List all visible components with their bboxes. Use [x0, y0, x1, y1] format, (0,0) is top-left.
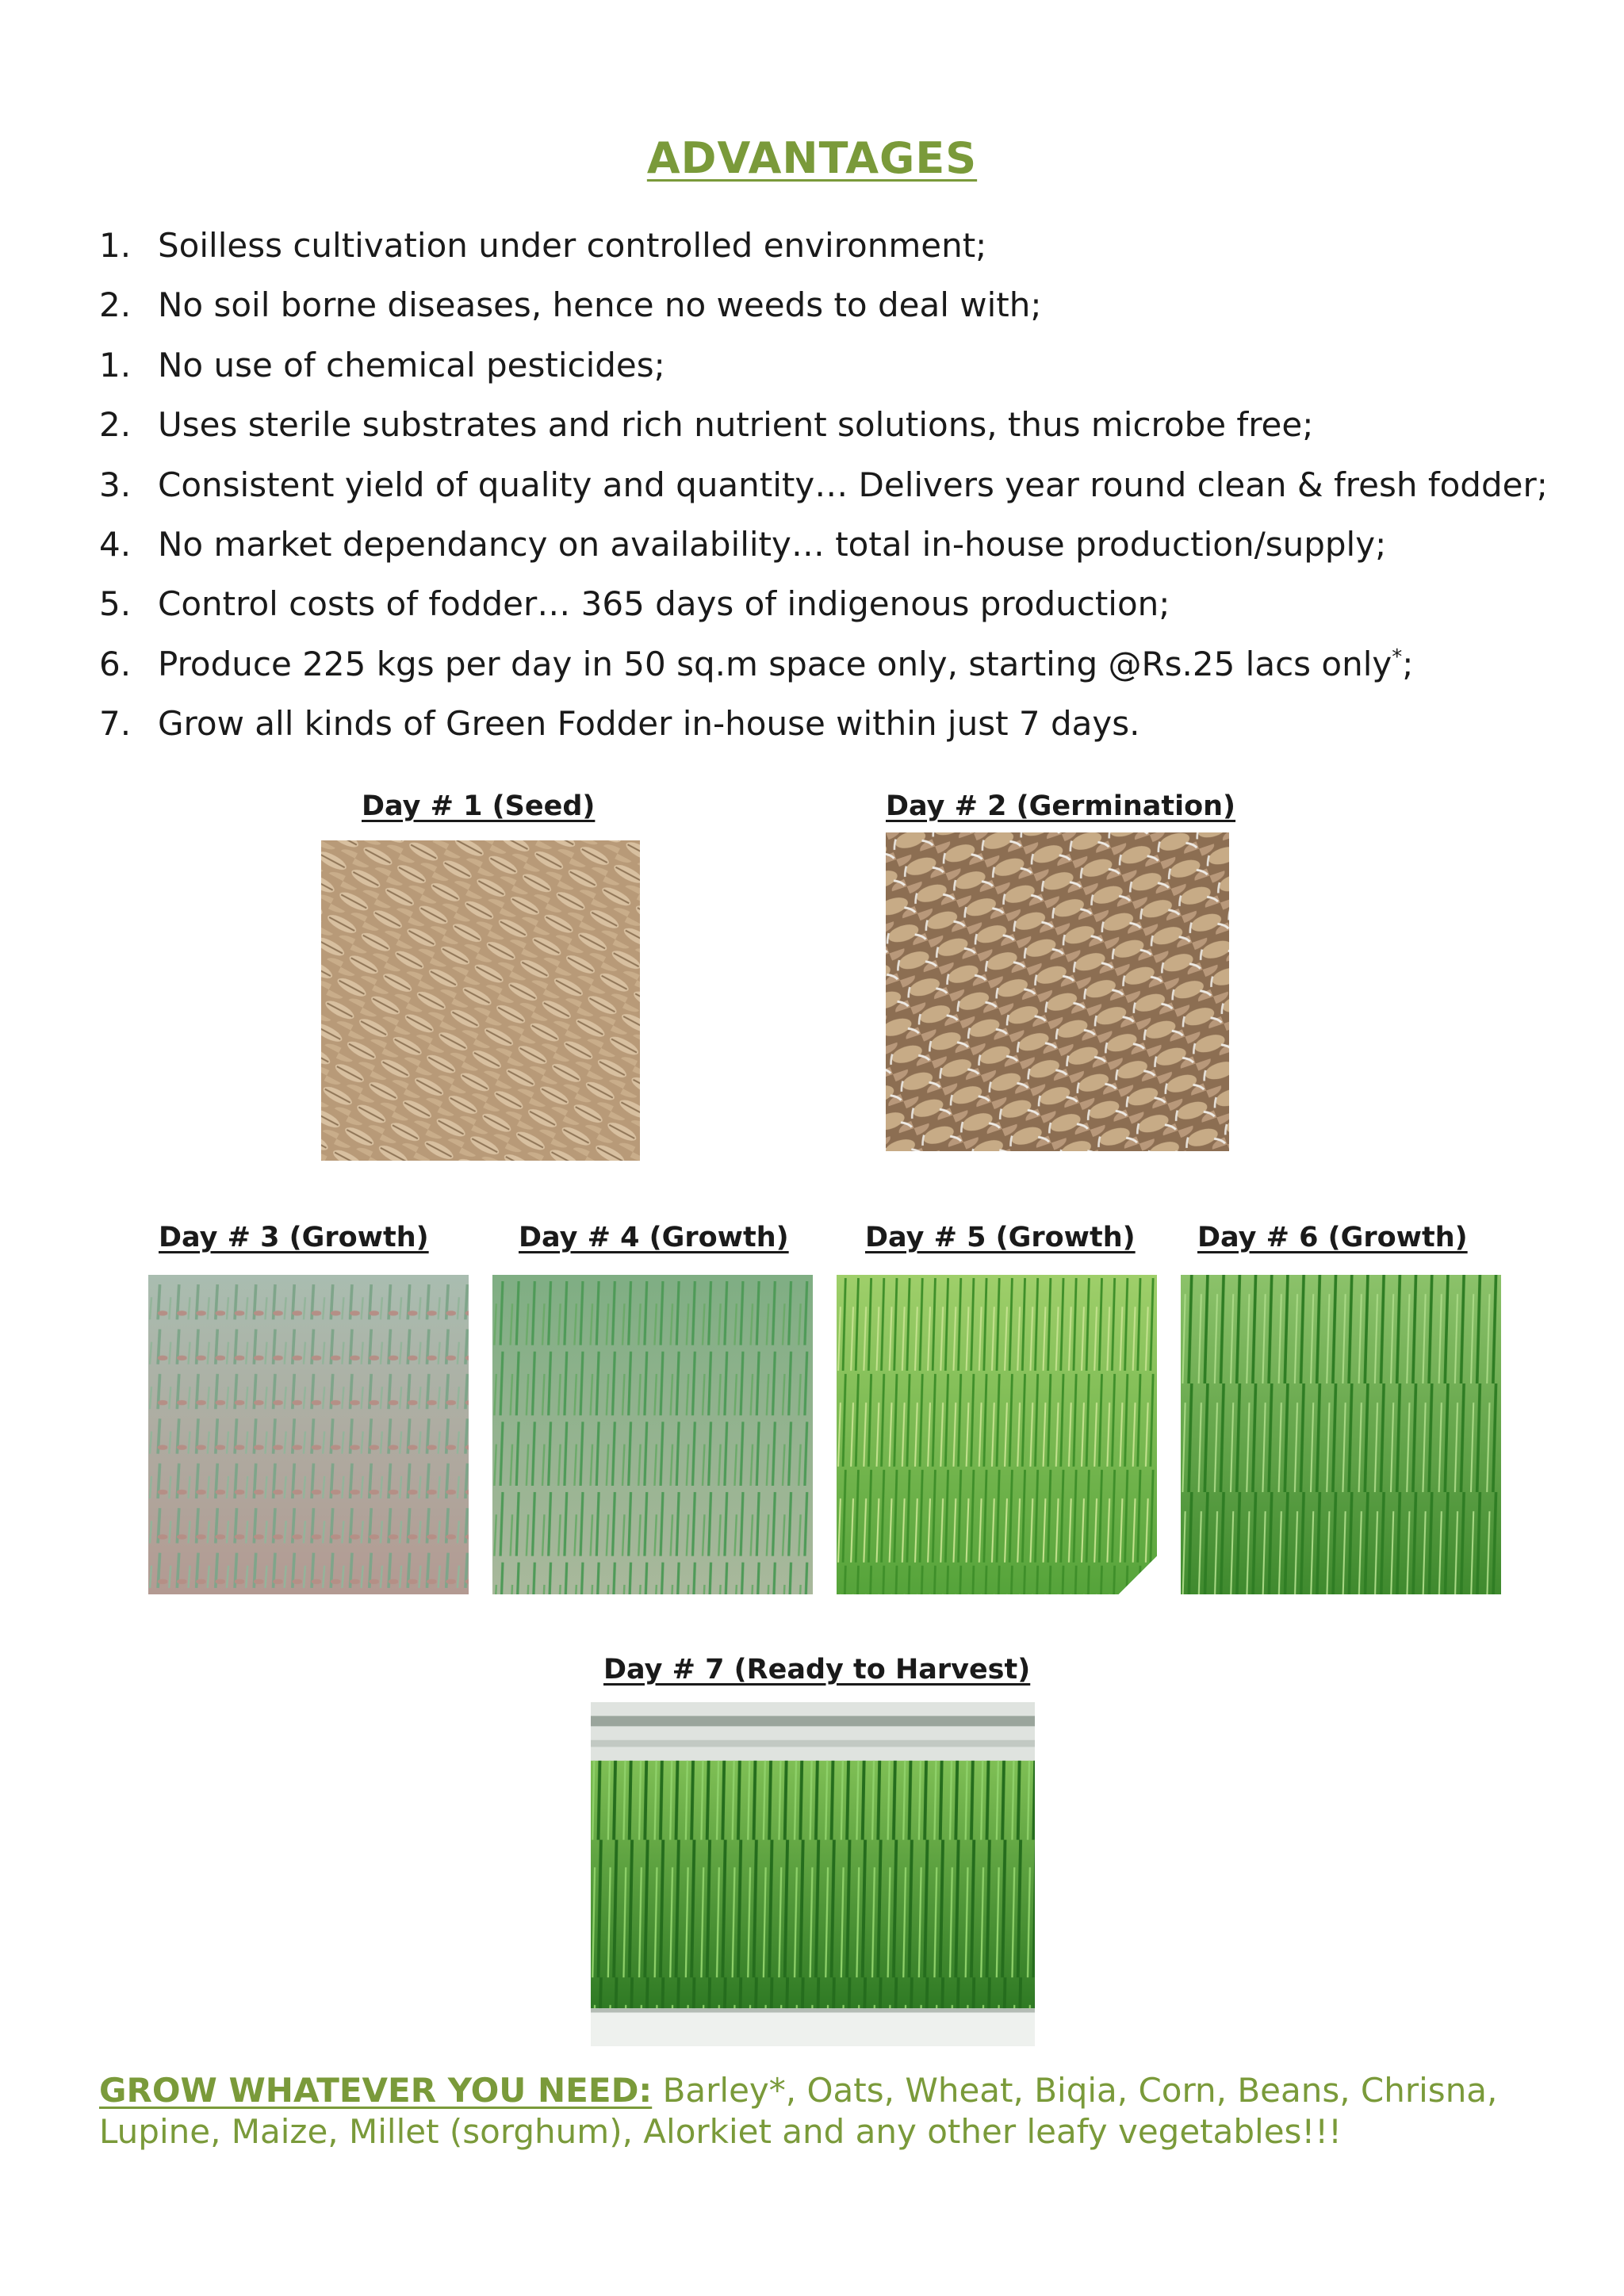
footer-text: Barley*, Oats, Wheat, Biqia, Corn, Beans, Chrisna, Lupine, Maize, Millet (sorghum), Alorkiet and any other leafy vegetables!!!	[99, 2071, 1498, 2151]
caption-day-2: Day # 2 (Germination)	[886, 790, 1236, 822]
day-5-growth-photo	[837, 1275, 1157, 1594]
footer-lead: GROW WHATEVER YOU NEED:	[99, 2071, 653, 2110]
caption-day-1: Day # 1 (Seed)	[362, 790, 596, 822]
day-1-seed-photo	[321, 840, 640, 1161]
page-title: ADVANTAGES	[646, 133, 978, 183]
day-6-growth-photo	[1181, 1275, 1501, 1594]
advantages-list	[99, 216, 1574, 754]
list-item: 2. No soil borne diseases, hence no weeds to deal with;	[99, 285, 1042, 325]
list-item: 5. Control costs of fodder… 365 days of indigenous production;	[99, 584, 1170, 624]
caption-day-4: Day # 4 (Growth)	[519, 1222, 789, 1253]
list-item: 7. Grow all kinds of Green Fodder in-house within just 7 days.	[99, 704, 1140, 744]
list-item: 3. Consistent yield of quality and quantity… Delivers year round clean & fresh fodder;	[99, 465, 1548, 504]
list-item: 4. No market dependancy on availability… total in-house production/supply;	[99, 525, 1387, 564]
day-4-growth-photo	[492, 1275, 813, 1594]
day-3-growth-photo	[148, 1275, 469, 1594]
caption-day-7: Day # 7 (Ready to Harvest)	[603, 1654, 1031, 1686]
list-item: 6. Produce 225 kgs per day in 50 sq.m space only, starting @Rs.25 lacs only*;	[99, 644, 1414, 683]
list-item: 1. Soilless cultivation under controlled environment;	[99, 226, 987, 265]
day-7-harvest-photo	[591, 1702, 1035, 2046]
caption-day-5: Day # 5 (Growth)	[865, 1222, 1136, 1253]
day-2-germination-photo	[886, 832, 1229, 1151]
grow-footer	[99, 2070, 1542, 2152]
caption-day-6: Day # 6 (Growth)	[1197, 1222, 1468, 1253]
caption-day-3: Day # 3 (Growth)	[159, 1222, 429, 1253]
list-item: 1. No use of chemical pesticides;	[99, 345, 665, 385]
list-item: 2. Uses sterile substrates and rich nutrient solutions, thus microbe free;	[99, 405, 1314, 445]
